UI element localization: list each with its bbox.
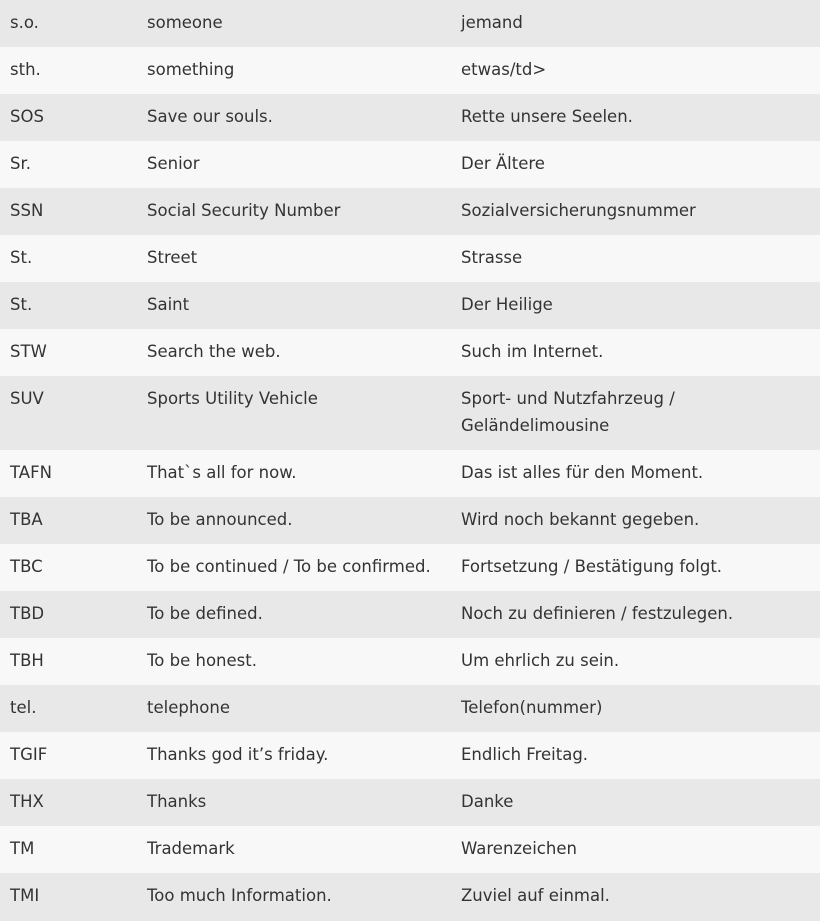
abbreviation-cell: TMI [0, 873, 137, 921]
table-row [0, 685, 820, 732]
table-row [0, 282, 820, 329]
abbreviation-cell: sth. [0, 47, 137, 94]
table-row [0, 497, 820, 544]
english-meaning-cell: Sports Utility Vehicle [137, 376, 451, 450]
english-meaning-cell: Thanks god it’s friday. [137, 732, 451, 779]
table-row [0, 188, 820, 235]
english-meaning-cell: To be defined. [137, 591, 451, 638]
abbreviation-cell: THX [0, 779, 137, 826]
german-translation-cell: Sport- und Nutzfahrzeug / Geländelimousine [451, 376, 820, 450]
table-row [0, 235, 820, 282]
table-row [0, 0, 820, 47]
table-row [0, 873, 820, 921]
abbreviation-cell: SUV [0, 376, 137, 450]
german-translation-cell: Such im Internet. [451, 329, 820, 376]
abbreviation-cell: TBC [0, 544, 137, 591]
abbreviation-cell: TBH [0, 638, 137, 685]
german-translation-cell: Zuviel auf einmal. [451, 873, 820, 921]
table-row [0, 94, 820, 141]
abbreviation-cell: TGIF [0, 732, 137, 779]
german-translation-cell: Sozialversicherungsnummer [451, 188, 820, 235]
english-meaning-cell: Search the web. [137, 329, 451, 376]
english-meaning-cell: Save our souls. [137, 94, 451, 141]
german-translation-cell: Rette unsere Seelen. [451, 94, 820, 141]
english-meaning-cell: Street [137, 235, 451, 282]
table-row [0, 638, 820, 685]
abbreviation-cell: St. [0, 282, 137, 329]
english-meaning-cell: That`s all for now. [137, 450, 451, 497]
german-translation-cell: Warenzeichen [451, 826, 820, 873]
german-translation-cell: Noch zu definieren / festzulegen. [451, 591, 820, 638]
table-row [0, 376, 820, 450]
german-translation-cell: Der Ältere [451, 141, 820, 188]
abbreviation-cell: TBD [0, 591, 137, 638]
abbreviation-cell: s.o. [0, 0, 137, 47]
abbreviation-cell: St. [0, 235, 137, 282]
german-translation-cell: Strasse [451, 235, 820, 282]
abbreviation-cell: TAFN [0, 450, 137, 497]
abbreviation-cell: tel. [0, 685, 137, 732]
german-translation-cell: Wird noch bekannt gegeben. [451, 497, 820, 544]
english-meaning-cell: Trademark [137, 826, 451, 873]
table-row [0, 826, 820, 873]
table-row [0, 779, 820, 826]
german-translation-cell: Telefon(nummer) [451, 685, 820, 732]
english-meaning-cell: something [137, 47, 451, 94]
english-meaning-cell: Senior [137, 141, 451, 188]
german-translation-cell: Fortsetzung / Bestätigung folgt. [451, 544, 820, 591]
table-row [0, 450, 820, 497]
german-translation-cell: Endlich Freitag. [451, 732, 820, 779]
table-row [0, 732, 820, 779]
abbreviation-cell: SSN [0, 188, 137, 235]
english-meaning-cell: To be honest. [137, 638, 451, 685]
german-translation-cell: Das ist alles für den Moment. [451, 450, 820, 497]
german-translation-cell: Der Heilige [451, 282, 820, 329]
english-meaning-cell: someone [137, 0, 451, 47]
german-translation-cell: etwas/td> [451, 47, 820, 94]
english-meaning-cell: Too much Information. [137, 873, 451, 921]
abbreviation-cell: TM [0, 826, 137, 873]
table-row [0, 329, 820, 376]
german-translation-cell: jemand [451, 0, 820, 47]
abbreviation-cell: STW [0, 329, 137, 376]
english-meaning-cell: Social Security Number [137, 188, 451, 235]
german-translation-cell: Danke [451, 779, 820, 826]
english-meaning-cell: Thanks [137, 779, 451, 826]
english-meaning-cell: To be announced. [137, 497, 451, 544]
abbreviation-cell: Sr. [0, 141, 137, 188]
abbreviation-cell: SOS [0, 94, 137, 141]
table-row [0, 141, 820, 188]
english-meaning-cell: telephone [137, 685, 451, 732]
table-row [0, 47, 820, 94]
english-meaning-cell: Saint [137, 282, 451, 329]
table-row [0, 544, 820, 591]
table-row [0, 591, 820, 638]
english-meaning-cell: To be continued / To be confirmed. [137, 544, 451, 591]
abbreviation-cell: TBA [0, 497, 137, 544]
german-translation-cell: Um ehrlich zu sein. [451, 638, 820, 685]
